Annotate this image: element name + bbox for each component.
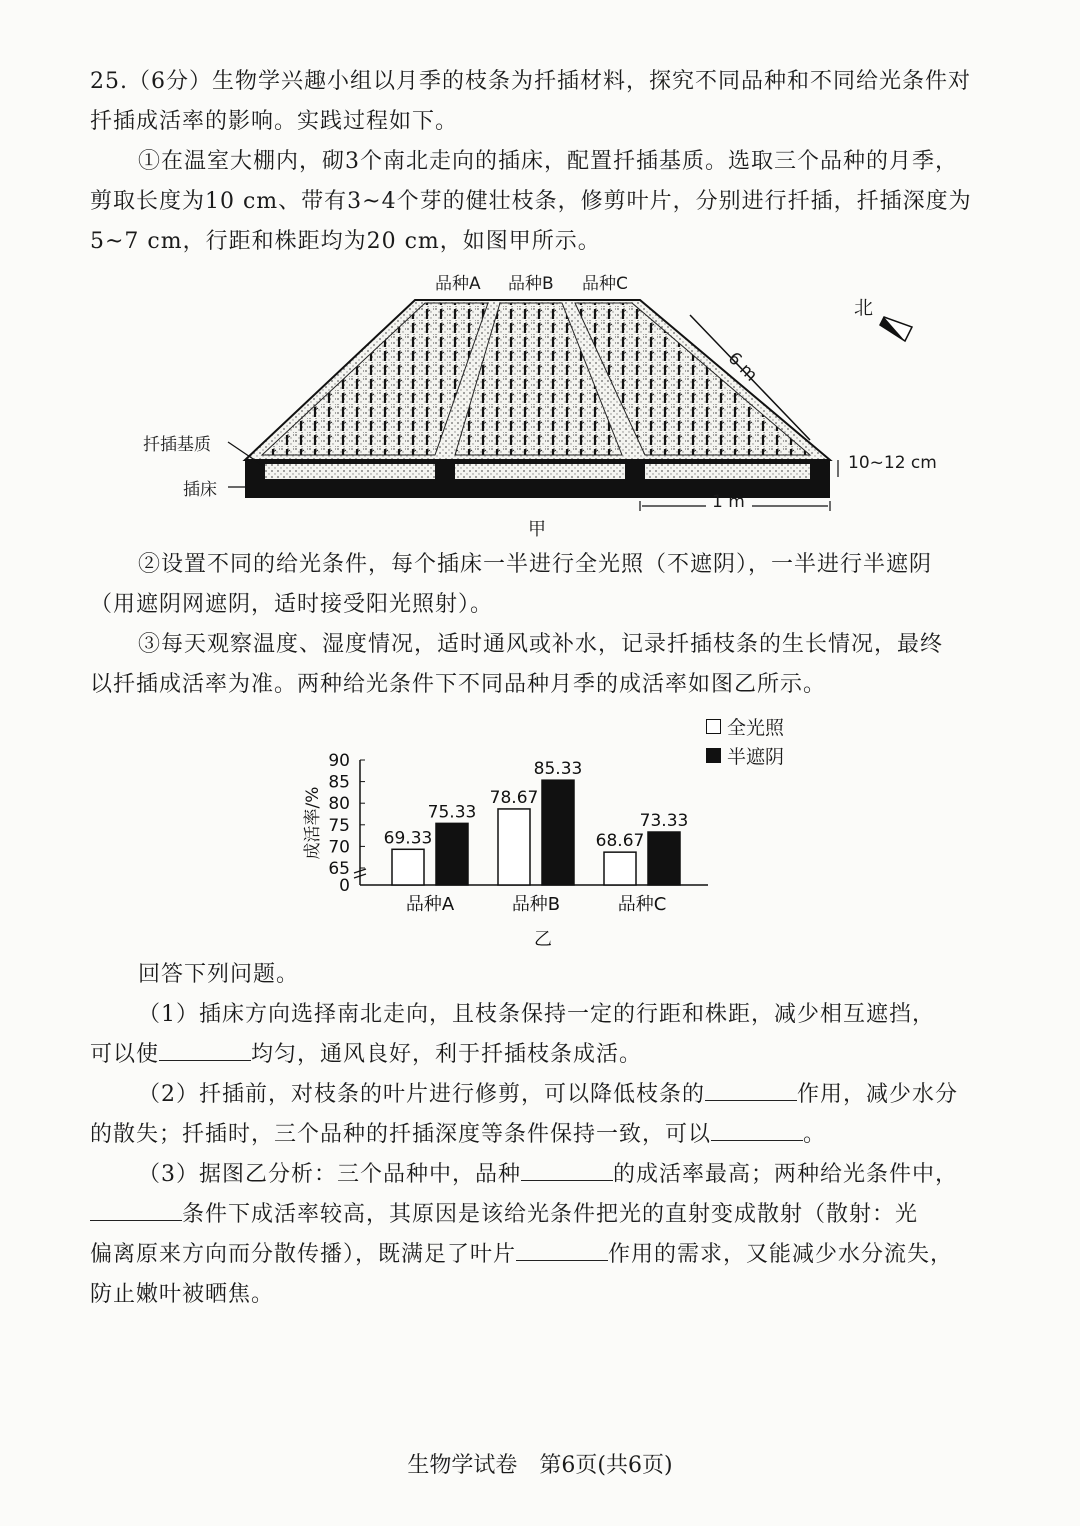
step-3-line: ③每天观察温度、湿度情况，适时通风或补水，记录扦插枝条的生长情况，最终 (138, 632, 944, 657)
q3-blank-3[interactable] (516, 1236, 608, 1261)
y-tick-label: 90 (328, 751, 350, 771)
figure-jia (0, 265, 1080, 545)
question-line: 25.（6分）生物学兴趣小组以月季的枝条为扦插材料，探究不同品种和不同给光条件对 (90, 69, 971, 94)
substrate-label: 扦插基质 (143, 435, 211, 455)
q3-line: （3）据图乙分析：三个品种中，品种 的成活率最高；两种给光条件中， (138, 1155, 1058, 1195)
length-label: 6 m (723, 348, 762, 386)
bar-value-label: 85.33 (533, 759, 583, 780)
survival-rate-chart (0, 705, 1080, 950)
y-tick-label: 70 (328, 837, 350, 858)
q3-line: 偏离原来方向而分散传播），既满足了叶片 作用的需求，又能减少水分流失， (90, 1235, 1010, 1275)
q2-line: （2）扦插前，对枝条的叶片进行修剪，可以降低枝条的 作用，减少水分 (138, 1075, 1058, 1115)
bar-value-label: 75.33 (427, 802, 477, 823)
category-label: 品种A (405, 894, 455, 915)
q2-blank-2[interactable] (711, 1116, 803, 1141)
bar (392, 849, 424, 885)
width-label: 1 m (712, 492, 745, 512)
y-tick-label: 0 (339, 876, 350, 896)
figure-caption: 乙 (534, 929, 552, 950)
variety-a-label: 品种A (435, 274, 481, 294)
y-tick-label: 75 (328, 815, 350, 836)
question-line: 扦插成活率的影响。实践过程如下。 (90, 109, 459, 134)
bed-label: 插床 (183, 480, 217, 500)
legend-item-full-light: 全光照 (706, 713, 784, 740)
step-1-line: 剪取长度为10 cm、带有3~4个芽的健壮枝条，修剪叶片，分别进行扦插，扦插深度为 (90, 189, 972, 214)
q1-blank-1[interactable] (159, 1036, 251, 1061)
figure-yi (0, 705, 1080, 950)
step-3-line: 以扦插成活率为准。两种给光条件下不同品种月季的成活率如图乙所示。 (90, 672, 827, 697)
legend-item-half-shade: 半遮阴 (706, 742, 784, 769)
y-tick-label: 85 (328, 772, 350, 793)
y-tick-label: 80 (328, 794, 350, 815)
step-1-line: ①在温室大棚内，砌3个南北走向的插床，配置扦插基质。选取三个品种的月季， (138, 149, 958, 174)
bar-value-label: 73.33 (639, 811, 689, 832)
q3-blank-2[interactable] (90, 1196, 182, 1221)
bar (436, 823, 468, 885)
page-footer: 生物学试卷 第6页(共6页) (407, 1453, 673, 1478)
bar (648, 832, 680, 885)
bar-value-label: 69.33 (383, 828, 433, 849)
variety-c-label: 品种C (582, 274, 628, 294)
north-label: 北 (854, 297, 874, 319)
category-label: 品种C (617, 894, 667, 915)
bar-value-label: 78.67 (489, 787, 539, 808)
category-label: 品种B (511, 894, 561, 915)
q3-line: 条件下成活率较高，其原因是该给光条件把光的直射变成散射（散射：光 (90, 1195, 1010, 1235)
bar-value-label: 68.67 (595, 831, 645, 852)
bar (498, 809, 530, 885)
q2-line: 的散失；扦插时，三个品种的扦插深度等条件保持一致，可以 。 (90, 1115, 1010, 1155)
step-2-line: ②设置不同的给光条件，每个插床一半进行全光照（不遮阴），一半进行半遮阴 (138, 552, 933, 577)
q3-line: 防止嫩叶被晒焦。 (90, 1282, 275, 1307)
step-2-line: （用遮阴网遮阴，适时接受阳光照射）。 (90, 592, 494, 617)
legend (706, 713, 784, 769)
y-axis-title: 成活率/% (303, 786, 323, 860)
bar (604, 852, 636, 885)
cutting-bed-diagram (0, 265, 1080, 545)
figure-caption: 甲 (528, 519, 546, 540)
height-label: 10~12 cm (848, 453, 937, 473)
q3-blank-1[interactable] (521, 1156, 613, 1181)
answer-intro: 回答下列问题。 (138, 962, 300, 987)
y-tick-label: 65 (328, 859, 350, 879)
q2-blank-1[interactable] (705, 1076, 797, 1101)
step-1-line: 5~7 cm，行距和株距均为20 cm，如图甲所示。 (90, 229, 601, 254)
q1-line: 可以使 均匀，通风良好，利于扦插枝条成活。 (90, 1035, 1010, 1075)
bar (542, 780, 574, 885)
variety-b-label: 品种B (508, 274, 554, 294)
q1-line: （1）插床方向选择南北走向，且枝条保持一定的行距和株距，减少相互遮挡， (138, 1002, 935, 1027)
